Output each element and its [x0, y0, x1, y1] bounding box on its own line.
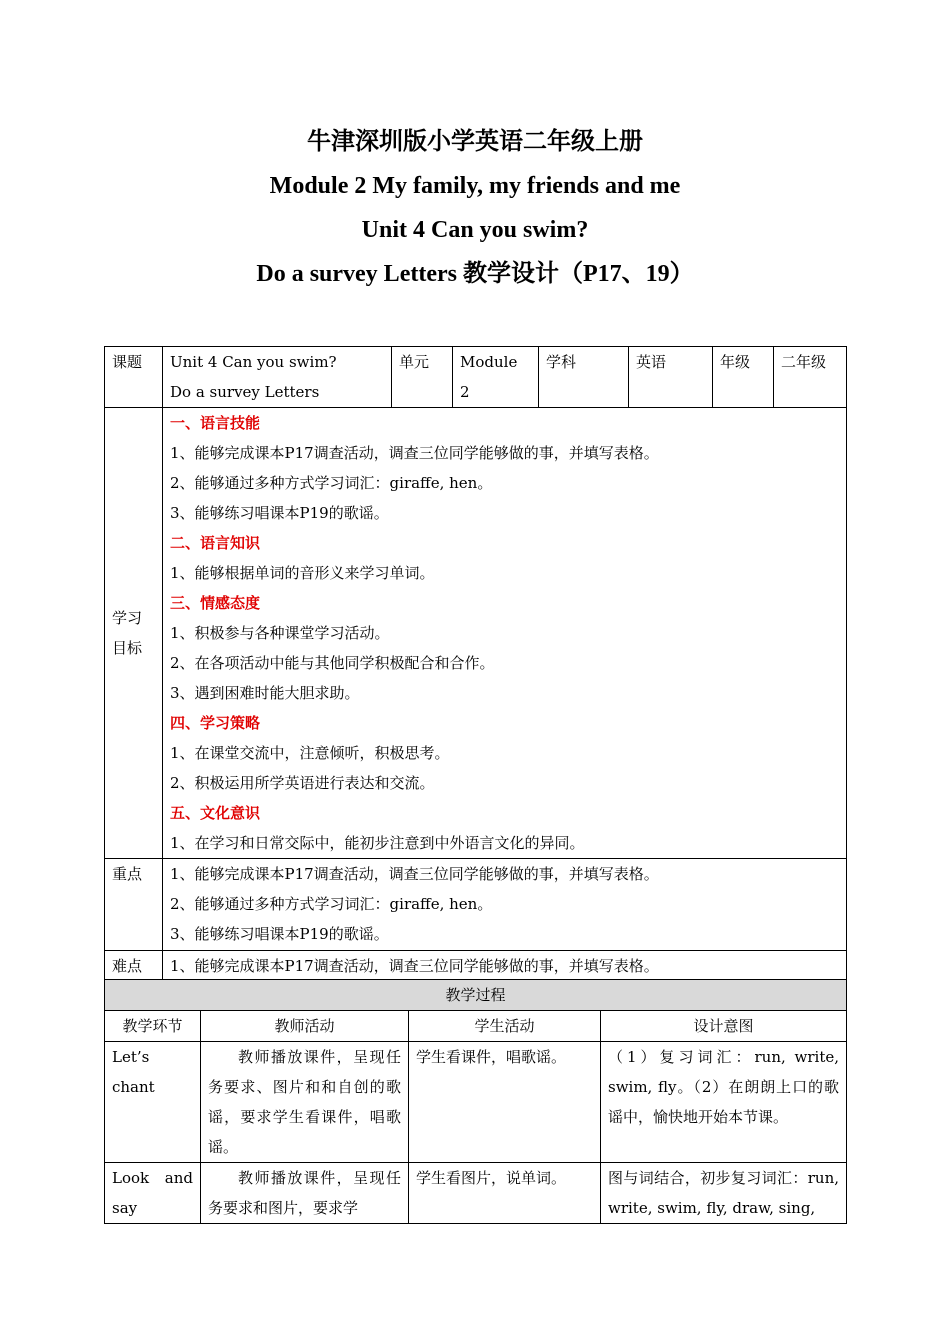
grade-value: 二年级 — [774, 347, 847, 408]
difficulties-row — [105, 951, 847, 982]
section-heading: 三、情感态度 — [170, 594, 261, 612]
difficulties-label: 难点 — [105, 951, 163, 982]
stage-cell: Look and say — [105, 1163, 201, 1224]
document-title-block — [0, 120, 950, 296]
title-module: Module 2 My family, my friends and me — [269, 173, 681, 199]
topic-label: 课题 — [105, 347, 163, 408]
objective-item: 1、在课堂交流中，注意倾听，积极思考。 — [170, 744, 450, 762]
key-point-item: 3、能够练习唱课本P19的歌谣。 — [170, 925, 389, 943]
section-heading: 五、文化意识 — [170, 804, 261, 822]
teacher-activity-cell: 教师播放课件，呈现任务要求和图片，要求学 — [201, 1163, 409, 1224]
design-intent-cell: （1）复习词汇：run, write, swim, fly。（2）在朗朗上口的歌谣中，愉快地开始本节课。 — [601, 1042, 847, 1163]
objective-item: 2、能够通过多种方式学习词汇：giraffe, hen。 — [170, 474, 493, 492]
student-activity-cell: 学生看图片，说单词。 — [409, 1163, 601, 1224]
unit-label: 单元 — [392, 347, 453, 408]
title-unit: Unit 4 Can you swim? — [361, 217, 589, 243]
table-row — [105, 1042, 847, 1163]
topic-value — [163, 347, 392, 408]
grade-label: 年级 — [713, 347, 774, 408]
subject-value: 英语 — [629, 347, 713, 408]
objective-item: 1、能够完成课本P17调查活动，调查三位同学能够做的事，并填写表格。 — [170, 444, 659, 462]
objective-item: 2、积极运用所学英语进行表达和交流。 — [170, 774, 435, 792]
objective-item: 2、在各项活动中能与其他同学积极配合和合作。 — [170, 654, 495, 672]
objective-item: 1、在学习和日常交际中，能初步注意到中外语言文化的异同。 — [170, 834, 585, 852]
key-points-content — [163, 859, 847, 951]
topic-line: Unit 4 Can you swim? — [170, 353, 337, 371]
title-lesson: Do a survey Letters 教学设计（P17、19） — [256, 261, 694, 287]
difficulties-content — [163, 951, 847, 982]
stage-cell: Let’s chant — [105, 1042, 201, 1163]
key-point-item: 2、能够通过多种方式学习词汇：giraffe, hen。 — [170, 895, 493, 913]
design-intent-cell: 图与词结合，初步复习词汇：run, write, swim, fly, draw, sing, — [601, 1163, 847, 1224]
process-title: 教学过程 — [105, 980, 847, 1011]
process-title-row — [105, 980, 847, 1011]
title-book: 牛津深圳版小学英语二年级上册 — [307, 129, 643, 155]
objectives-label-line: 目标 — [112, 639, 143, 657]
teacher-activity-cell: 教师播放课件，呈现任务要求、图片和和自创的歌谣，要求学生看课件，唱歌谣。 — [201, 1042, 409, 1163]
subject-label: 学科 — [539, 347, 629, 408]
key-points-label: 重点 — [105, 859, 163, 951]
header-intent: 设计意图 — [601, 1011, 847, 1042]
process-header-row — [105, 1011, 847, 1042]
objectives-label — [105, 408, 163, 859]
objective-item: 1、能够根据单词的音形义来学习单词。 — [170, 564, 435, 582]
table-row — [105, 1163, 847, 1224]
objectives-label-line: 学习 — [112, 609, 143, 627]
objectives-content — [163, 408, 847, 859]
objective-item: 3、遇到困难时能大胆求助。 — [170, 684, 360, 702]
header-stage: 教学环节 — [105, 1011, 201, 1042]
section-heading: 二、语言知识 — [170, 534, 261, 552]
unit-value: Module 2 — [453, 347, 539, 408]
section-heading: 四、学习策略 — [170, 714, 261, 732]
student-activity-cell: 学生看课件，唱歌谣。 — [409, 1042, 601, 1163]
key-point-item: 1、能够完成课本P17调查活动，调查三位同学能够做的事，并填写表格。 — [170, 865, 659, 883]
lesson-info-table — [104, 346, 847, 982]
objective-item: 3、能够练习唱课本P19的歌谣。 — [170, 504, 389, 522]
header-student: 学生活动 — [409, 1011, 601, 1042]
teaching-process-table — [104, 979, 847, 1224]
objective-item: 1、积极参与各种课堂学习活动。 — [170, 624, 390, 642]
info-row — [105, 347, 847, 408]
difficulty-item: 1、能够完成课本P17调查活动，调查三位同学能够做的事，并填写表格。 — [170, 957, 659, 975]
key-points-row — [105, 859, 847, 951]
objectives-row — [105, 408, 847, 859]
section-heading: 一、语言技能 — [170, 414, 261, 432]
topic-line: Do a survey Letters — [170, 383, 320, 401]
header-teacher: 教师活动 — [201, 1011, 409, 1042]
